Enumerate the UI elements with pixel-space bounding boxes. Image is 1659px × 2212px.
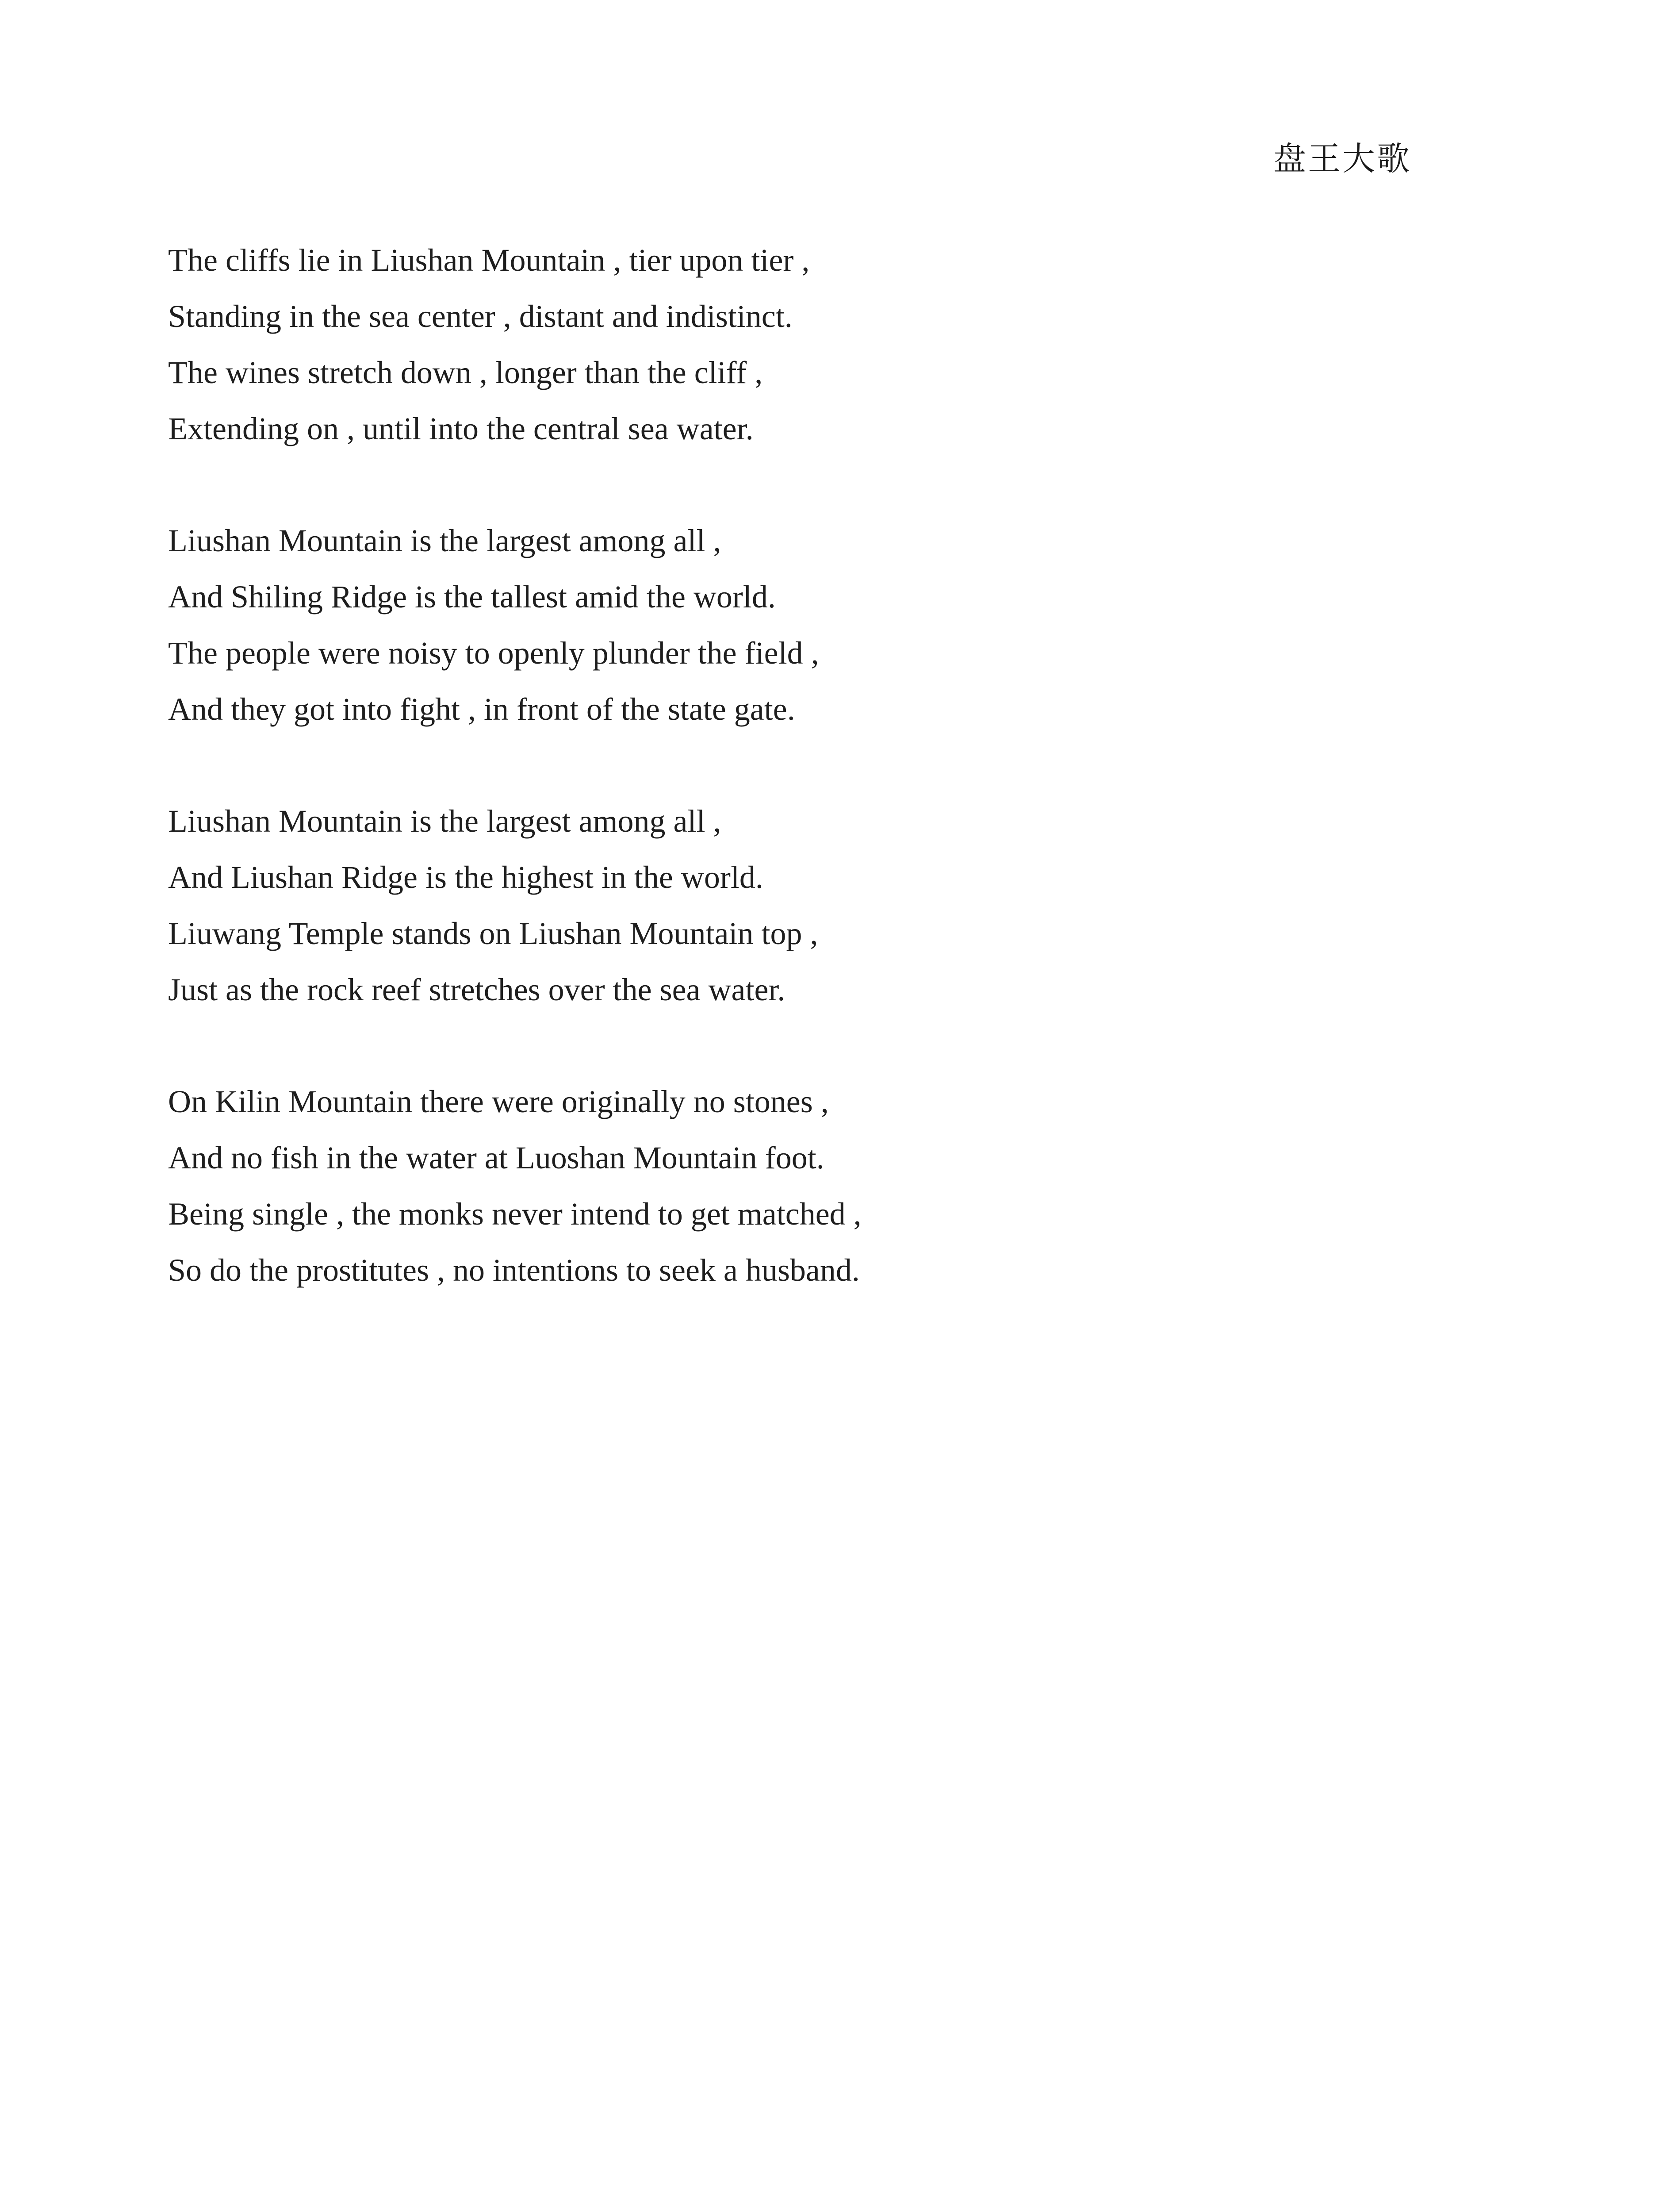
poem-line: And Liushan Ridge is the highest in the world. xyxy=(168,860,763,895)
poem-line: Being single , the monks never intend to get matched , xyxy=(168,1196,862,1232)
poem-line: Standing in the sea center , distant and indistinct. xyxy=(168,299,793,334)
stanza-4 xyxy=(168,1074,1451,1298)
poem-line: And no fish in the water at Luoshan Mountain foot. xyxy=(168,1140,824,1175)
poem-line: The people were noisy to openly plunder the field , xyxy=(168,635,819,671)
poem-line: On Kilin Mountain there were originally no stones , xyxy=(168,1084,829,1119)
stanza-3 xyxy=(168,793,1451,1018)
poem-line: Liushan Mountain is the largest among all , xyxy=(168,803,721,839)
poem-line: And Shiling Ridge is the tallest amid the world. xyxy=(168,579,776,614)
poem-line: Liushan Mountain is the largest among all , xyxy=(168,523,721,558)
stanza-2 xyxy=(168,513,1451,737)
poem-line: Just as the rock reef stretches over the sea water. xyxy=(168,972,785,1007)
running-head-title: 盘王大歌 xyxy=(1273,140,1411,178)
poem-line: And they got into fight , in front of the state gate. xyxy=(168,691,795,727)
poem-body xyxy=(168,232,1451,1354)
poem-line: Extending on , until into the central sea water. xyxy=(168,411,754,446)
poem-line: The cliffs lie in Liushan Mountain , tier upon tier , xyxy=(168,242,810,278)
poem-line: Liuwang Temple stands on Liushan Mountain top , xyxy=(168,916,818,951)
poem-line: So do the prostitutes , no intentions to seek a husband. xyxy=(168,1252,860,1288)
poem-line: The wines stretch down , longer than the cliff , xyxy=(168,355,763,390)
stanza-1 xyxy=(168,232,1451,457)
